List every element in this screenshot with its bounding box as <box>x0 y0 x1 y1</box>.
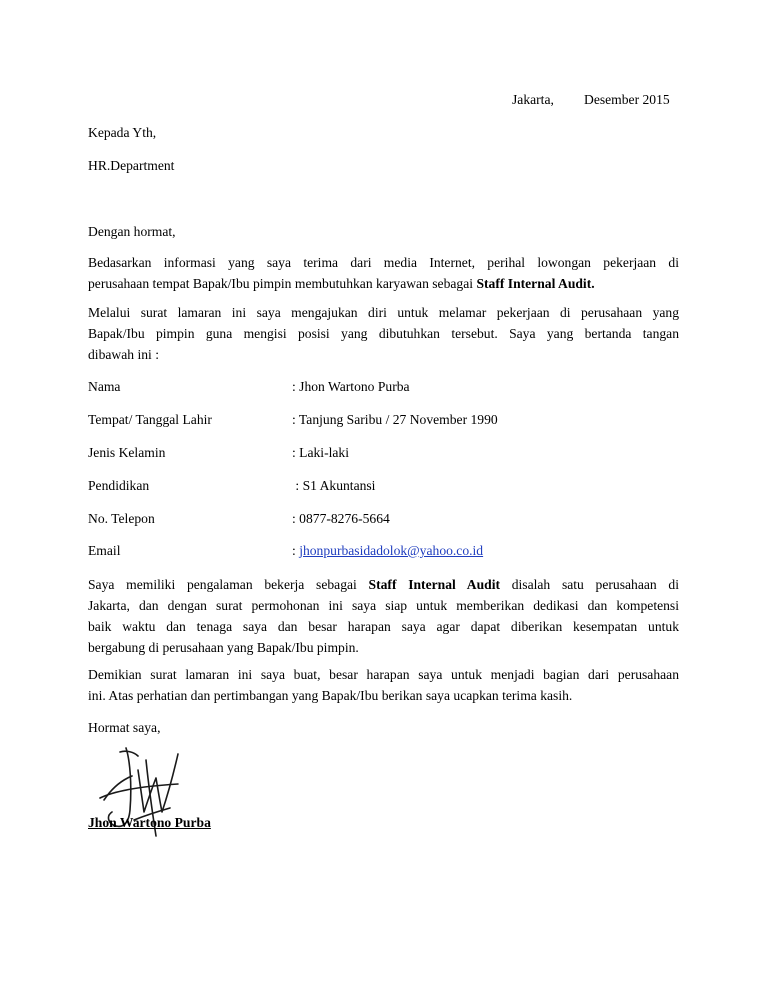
birth-value: : Tanjung Saribu / 27 November 1990 <box>292 412 498 427</box>
header-city: Jakarta, <box>512 92 554 107</box>
paragraph-intro-line <box>88 273 679 294</box>
paragraph-closing-line: Demikian surat lamaran ini saya buat, besar harapan saya untuk menjadi bagian dari perusahaan <box>88 667 679 682</box>
signature-name: Jhon Wartono Purba <box>88 815 211 830</box>
paragraph-intro-text: perusahaan tempat Bapak/Ibu pimpin membutuhkan karyawan sebagai <box>88 276 477 291</box>
paragraph-experience-line <box>88 574 679 595</box>
email-colon: : <box>292 543 300 558</box>
closing-salutation: Hormat saya, <box>88 720 161 735</box>
paragraph-application <box>88 302 679 365</box>
paragraph-experience-line: baik waktu dan tenaga saya dan besar harapan saya agar dapat diberikan kesempatan untuk <box>88 619 679 634</box>
paragraph-experience <box>88 574 679 658</box>
email-label: Email <box>88 543 121 558</box>
gender-value: : Laki-laki <box>292 445 349 460</box>
paragraph-experience-line: bergabung di perusahaan yang Bapak/Ibu pimpin. <box>88 640 359 655</box>
phone-value: : 0877-8276-5664 <box>292 511 390 526</box>
paragraph-closing-line: ini. Atas perhatian dan pertimbangan yang Bapak/Ibu berikan saya ucapkan terima kasih. <box>88 688 573 703</box>
education-value: : S1 Akuntansi <box>292 478 376 493</box>
phone-label: No. Telepon <box>88 511 155 526</box>
recipient-line-1: Kepada Yth, <box>88 125 157 140</box>
recipient-line-2: HR.Department <box>88 158 175 173</box>
education-label: Pendidikan <box>88 478 150 493</box>
paragraph-experience-line: Jakarta, dan dengan surat permohonan ini saya siap untuk memberikan dedikasi dan kompetensi <box>88 598 679 613</box>
gender-label: Jenis Kelamin <box>88 445 166 460</box>
paragraph-intro-line: Bedasarkan informasi yang saya terima dari media Internet, perihal lowongan pekerjaan di <box>88 255 679 270</box>
email-row <box>292 541 483 561</box>
paragraph-application-line: Bapak/Ibu pimpin guna mengisi posisi yang dibutuhkan tersebut. Saya yang bertanda tangan <box>88 326 679 341</box>
name-value: : Jhon Wartono Purba <box>292 379 410 394</box>
experience-title: Staff Internal Audit <box>368 577 500 592</box>
paragraph-experience-text: Saya memiliki pengalaman bekerja sebagai <box>88 577 369 592</box>
birth-label: Tempat/ Tanggal Lahir <box>88 412 212 427</box>
name-label: Nama <box>88 379 121 394</box>
paragraph-intro <box>88 252 679 294</box>
paragraph-application-line: dibawah ini : <box>88 347 159 362</box>
header-date: Desember 2015 <box>584 92 670 107</box>
paragraph-closing <box>88 664 679 706</box>
position-title: Staff Internal Audit. <box>476 276 595 291</box>
greeting: Dengan hormat, <box>88 224 176 239</box>
paragraph-application-line: Melalui surat lamaran ini saya mengajukan diri untuk melamar pekerjaan di perusahaan yang <box>88 305 679 320</box>
paragraph-experience-text: disalah satu perusahaan di <box>500 577 679 592</box>
email-link[interactable]: jhonpurbasidadolok@yahoo.co.id <box>299 543 484 558</box>
